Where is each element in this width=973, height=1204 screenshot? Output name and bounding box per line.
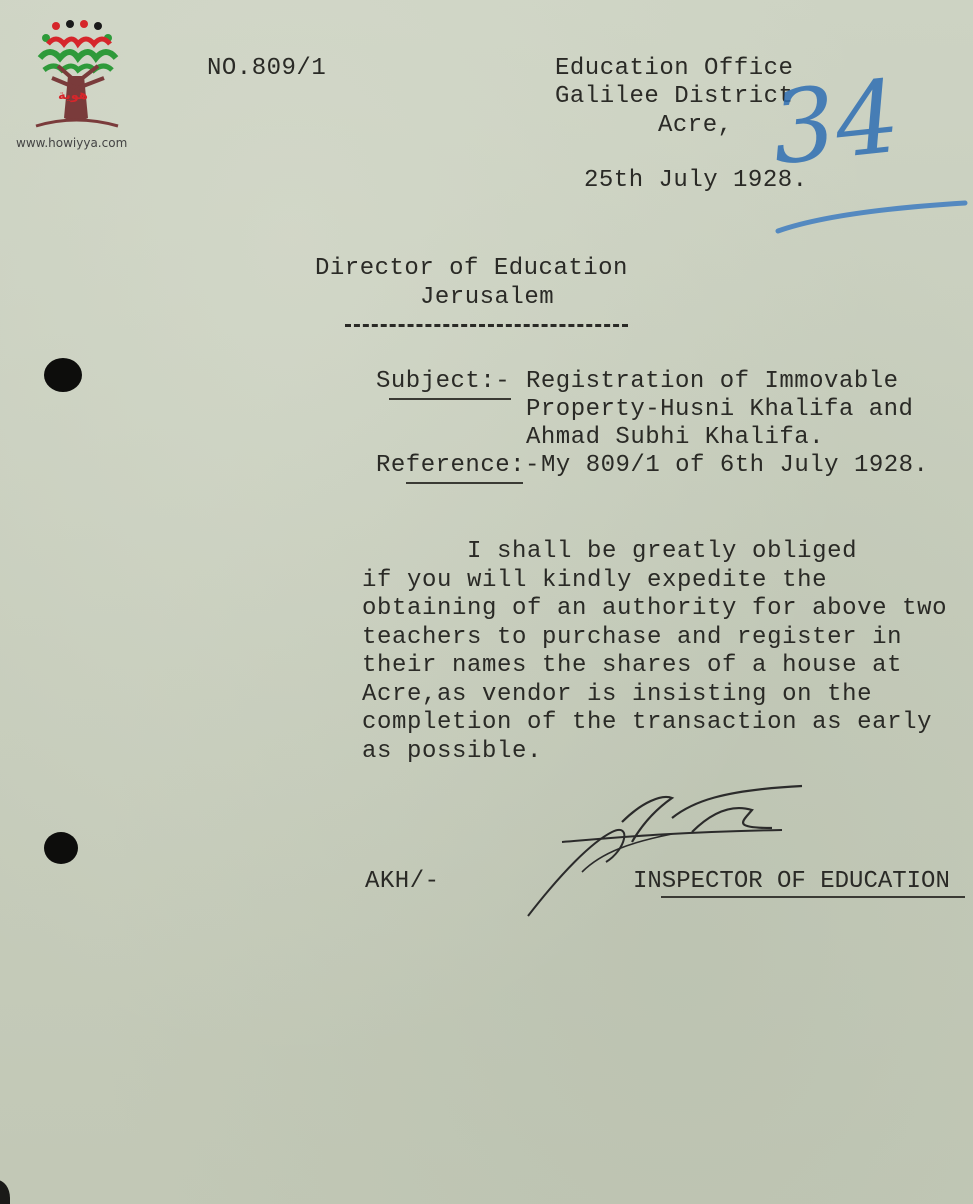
handwritten-signature [522, 782, 822, 922]
body-line: obtaining of an authority for above two [362, 595, 948, 622]
recipient-city: Jerusalem [420, 284, 555, 311]
reference-label: Reference:- [376, 452, 540, 479]
subject-label: Subject:- [376, 368, 511, 395]
punch-hole-bottom [44, 832, 78, 864]
body-line: teachers to purchase and register in [362, 624, 903, 651]
subject-line-2: Property-Husni Khalifa and [526, 396, 914, 423]
body-line: their names the shares of a house at [362, 652, 903, 679]
reference-label-underline [406, 482, 523, 484]
paper-corner-tear [0, 1180, 10, 1204]
howiyya-logo [18, 18, 138, 148]
body-line: as possible. [362, 738, 543, 765]
subject-label-underline [389, 398, 511, 400]
typist-initials: AKH/- [365, 868, 440, 895]
reference-text: My 809/1 of 6th July 1928. [541, 452, 929, 479]
body-line: completion of the transaction as early [362, 709, 933, 736]
body-line: I shall be greatly obliged [362, 538, 858, 565]
watermark-site: www.howiyya.com [16, 136, 128, 150]
body-line: if you will kindly expedite the [362, 567, 828, 594]
subject-line-3: Ahmad Subhi Khalifa. [526, 424, 825, 451]
body-line: Acre,as vendor is insisting on the [362, 681, 873, 708]
signatory-title: INSPECTOR OF EDUCATION [633, 868, 950, 895]
sender-office: Education Office [555, 55, 794, 82]
handwritten-file-number: 34 [766, 57, 905, 188]
reference-number: NO.809/1 [207, 55, 327, 82]
sender-town: Acre, [658, 112, 733, 139]
subject-line-1: Registration of Immovable [526, 368, 899, 395]
blue-pencil-stroke [775, 195, 973, 235]
sender-district: Galilee District [555, 83, 794, 110]
letter-date: 25th July 1928. [584, 167, 808, 194]
recipient-dashed-rule [345, 324, 628, 327]
logo-arabic-text: هوية [58, 88, 88, 103]
recipient-title: Director of Education [315, 255, 628, 282]
punch-hole-top [44, 358, 82, 392]
family-tree-logo-icon [18, 18, 138, 136]
signatory-underline [661, 896, 965, 898]
